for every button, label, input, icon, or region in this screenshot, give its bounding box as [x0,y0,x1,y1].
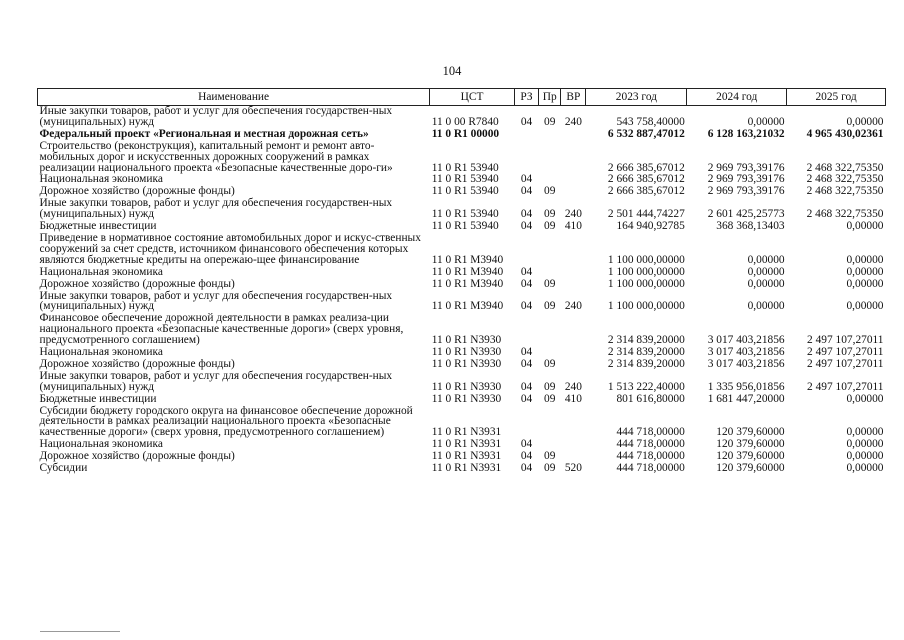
cell-y2023: 1 100 000,00000 [607,300,685,313]
cell-vr: 410 [564,220,582,233]
cell-vr [561,347,586,359]
cell-y2025: 0,00000 [846,220,884,233]
cell-y2023: 2 666 385,67012 [607,173,685,186]
footer-divider [40,631,120,632]
table-row [38,371,886,394]
cell-y2025: 0,00000 [846,392,884,405]
cell-y2024: 6 128 163,21032 [707,127,785,140]
cell-cst: 11 0 R1 N3930 [431,392,502,405]
cell-vr [561,439,586,451]
cell-cst: 11 0 R1 N3931 [431,426,502,439]
cell-cst: 11 0 R1 53940 [431,208,499,221]
cell-cst: 11 0 R1 M3940 [431,253,504,266]
header-pr: Пр [539,89,561,106]
cell-cst: 11 0 R1 53940 [431,161,499,174]
cell-y2023: 1 513 222,40000 [607,380,685,393]
header-rz: РЗ [514,89,538,106]
cell-y2025: 0,00000 [846,300,884,313]
table-row [38,463,886,475]
header-2023: 2023 год [586,89,687,106]
cell-y2023: 6 532 887,47012 [607,127,685,140]
cell-name: Иные закупки товаров, работ и услуг для обеспечения государствен-ных (муниципальных) нужд [39,289,393,313]
cell-vr [561,141,586,175]
cell-y2024: 0,00000 [747,115,785,128]
table-row [38,141,886,175]
cell-pr: 09 [544,300,556,313]
table-row [38,233,886,267]
cell-rz [514,406,538,440]
cell-y2024: 3 017 403,21856 [707,346,785,359]
cell-vr [561,233,586,267]
cell-y2023: 2 501 444,74227 [607,208,685,221]
table-row [38,291,886,314]
cell-y2023: 2 314 839,20000 [607,357,685,370]
cell-y2024: 3 017 403,21856 [707,357,785,370]
cell-cst: 11 0 R1 N3930 [431,334,502,347]
cell-cst: 11 0 00 R7840 [431,115,499,128]
cell-rz: 04 [520,208,533,221]
cell-name: Дорожное хозяйство (дорожные фонды) [39,277,235,290]
cell-name: Иные закупки товаров, работ и услуг для обеспечения государствен-ных (муниципальных) нужд [39,105,393,128]
cell-vr: 240 [564,208,582,221]
cell-rz: 04 [520,115,533,128]
cell-rz [514,233,538,267]
cell-cst: 11 0 R1 N3931 [431,438,502,451]
cell-cst: 11 0 R1 00000 [431,127,500,140]
cell-y2023: 1 100 000,00000 [607,253,685,266]
cell-vr [561,186,586,198]
cell-y2025: 2 497 107,27011 [807,346,884,359]
cell-name: Строительство (реконструкция), капитальный ремонт и ремонт авто-мобильных дорог и искусственных дорожных сооружений в рамках реализации национального проекта «Безопасные качественные доро-ги» [39,139,393,174]
cell-y2024: 2 969 793,39176 [707,173,785,186]
cell-pr: 09 [544,380,556,393]
cell-name: Бюджетные инвестиции [39,220,157,233]
cell-cst: 11 0 R1 N3930 [431,380,502,393]
header-vr: ВР [561,89,586,106]
cell-rz: 04 [520,462,533,475]
cell-pr: 09 [544,392,556,405]
cell-y2024: 0,00000 [747,265,785,278]
header-cst: ЦСТ [430,89,515,106]
cell-y2025: 2 468 322,75350 [806,208,884,221]
cell-y2023: 444 718,00000 [616,462,685,475]
cell-name: Национальная экономика [39,438,163,451]
cell-y2025: 0,00000 [846,438,884,451]
cell-pr [539,233,561,267]
cell-y2024: 2 969 793,39176 [707,185,785,198]
cell-vr [561,313,586,347]
cell-rz: 04 [520,277,533,290]
budget-table [37,88,886,475]
cell-name: Субсидии бюджету городского округа на финансовое обеспечение дорожной деятельности в рамках реализации национального проекта «Безопасные качественные дороги» (сверх уровня, предусмотренного соглашением) [39,404,413,439]
cell-name: Иные закупки товаров, работ и услуг для обеспечения государствен-ных (муниципальных) нужд [39,369,393,393]
cell-name: Приведение в нормативное состояние автомобильных дорог и искус-ственных сооружений за счет средств, источником финансового обеспечения которых являются бюджетные кредиты на опережаю-щее финансирование [39,231,421,266]
cell-rz: 04 [520,392,533,405]
cell-cst: 11 0 R1 53940 [431,185,499,198]
cell-cst: 11 0 R1 N3930 [431,346,502,359]
cell-pr: 09 [544,277,556,290]
cell-name: Национальная экономика [39,173,163,186]
cell-y2023: 2 666 385,67012 [607,185,685,198]
cell-y2025: 2 468 322,75350 [806,185,884,198]
cell-y2023: 164 940,92785 [616,220,685,233]
cell-y2024: 120 379,60000 [716,462,785,475]
cell-y2025: 2 497 107,27011 [807,357,884,370]
cell-y2024: 120 379,60000 [716,450,785,463]
cell-pr [539,267,561,279]
table-row [38,313,886,347]
cell-name: Дорожное хозяйство (дорожные фонды) [39,450,235,463]
cell-y2024: 2 601 425,25773 [707,208,785,221]
cell-rz: 04 [520,220,533,233]
cell-y2025: 2 497 107,27011 [807,380,884,393]
cell-pr: 09 [544,185,556,198]
cell-vr: 410 [564,392,582,405]
cell-name: Дорожное хозяйство (дорожные фонды) [39,185,235,198]
cell-rz: 04 [520,173,533,186]
cell-cst: 11 0 R1 N3930 [431,357,502,370]
cell-cst: 11 0 R1 M3940 [431,265,504,278]
cell-y2023: 1 100 000,00000 [607,277,685,290]
cell-y2025: 0,00000 [846,426,884,439]
header-name: Наименование [38,89,430,106]
cell-rz: 04 [520,380,533,393]
cell-pr [539,129,561,141]
cell-pr: 09 [544,462,556,475]
cell-rz: 04 [520,357,533,370]
cell-y2025: 0,00000 [846,277,884,290]
cell-y2025: 0,00000 [846,462,884,475]
cell-cst: 11 0 R1 N3931 [431,450,502,463]
cell-y2025: 0,00000 [846,253,884,266]
cell-vr: 240 [564,300,582,313]
cell-pr [539,313,561,347]
cell-vr [561,279,586,291]
cell-cst: 11 0 R1 53940 [431,220,499,233]
cell-vr [561,129,586,141]
cell-y2023: 801 616,80000 [616,392,685,405]
cell-name: Иные закупки товаров, работ и услуг для обеспечения государствен-ных (муниципальных) нужд [39,197,393,221]
cell-rz [514,129,538,141]
table-header-row [38,89,886,106]
cell-y2024: 368 368,13403 [716,220,785,233]
cell-rz: 04 [520,438,533,451]
cell-y2025: 0,00000 [846,115,884,128]
cell-rz: 04 [520,450,533,463]
cell-vr [561,406,586,440]
header-2025: 2025 год [787,89,886,106]
cell-pr [539,406,561,440]
table-row [38,106,886,129]
cell-y2025: 0,00000 [846,265,884,278]
cell-y2024: 2 969 793,39176 [707,161,785,174]
cell-name: Субсидии [39,462,88,475]
cell-rz: 04 [520,346,533,359]
cell-y2023: 444 718,00000 [616,438,685,451]
cell-pr [539,141,561,175]
cell-y2025: 0,00000 [846,450,884,463]
cell-y2025: 2 468 322,75350 [806,173,884,186]
cell-name: Национальная экономика [39,265,163,278]
cell-vr: 240 [564,115,582,128]
cell-rz: 04 [520,185,533,198]
cell-y2025: 2 497 107,27011 [807,334,884,347]
cell-vr: 240 [564,380,582,393]
cell-y2024: 0,00000 [747,300,785,313]
cell-cst: 11 0 R1 53940 [431,173,499,186]
table-row [38,394,886,406]
cell-y2024: 1 681 447,20000 [707,392,785,405]
cell-name: Дорожное хозяйство (дорожные фонды) [39,357,235,370]
cell-y2023: 444 718,00000 [616,450,685,463]
cell-y2023: 2 666 385,67012 [607,161,685,174]
cell-vr [561,359,586,371]
cell-vr: 520 [564,462,582,475]
table-body [38,106,886,476]
cell-pr: 09 [544,208,556,221]
cell-cst: 11 0 R1 M3940 [431,300,504,313]
table-row [38,279,886,291]
cell-y2024: 0,00000 [747,253,785,266]
cell-y2025: 4 965 430,02361 [806,127,884,140]
cell-pr: 09 [544,115,556,128]
cell-y2024: 1 335 956,01856 [707,380,785,393]
cell-y2023: 2 314 839,20000 [607,346,685,359]
cell-name: Федеральный проект «Региональная и местная дорожная сеть» [39,127,369,140]
table-row [38,198,886,221]
cell-rz: 04 [520,265,533,278]
header-2024: 2024 год [687,89,787,106]
table-row [38,406,886,440]
cell-y2024: 0,00000 [747,277,785,290]
cell-y2025: 2 468 322,75350 [806,161,884,174]
table-row [38,267,886,279]
cell-y2024: 120 379,60000 [716,426,785,439]
cell-pr: 09 [544,450,556,463]
cell-rz [514,141,538,175]
cell-y2023: 543 758,40000 [616,115,685,128]
cell-pr: 09 [544,357,556,370]
cell-pr: 09 [544,220,556,233]
cell-vr [561,174,586,186]
cell-vr [561,267,586,279]
table-row [38,129,886,141]
page-number: 104 [442,64,462,78]
cell-y2023: 444 718,00000 [616,426,685,439]
cell-name: Финансовое обеспечение дорожной деятельности в рамках реализа-ции национального проекта «Безопасные качественные дороги» (сверх уровня, предусмотренного соглашением) [39,312,404,347]
cell-rz: 04 [520,300,533,313]
cell-cst: 11 0 R1 M3940 [431,277,504,290]
cell-rz [514,313,538,347]
cell-y2024: 3 017 403,21856 [707,334,785,347]
cell-name: Бюджетные инвестиции [39,392,157,405]
cell-y2023: 1 100 000,00000 [607,265,685,278]
cell-y2024: 120 379,60000 [716,438,785,451]
cell-y2023: 2 314 839,20000 [607,334,685,347]
cell-name: Национальная экономика [39,346,163,359]
cell-cst: 11 0 R1 N3931 [431,462,502,475]
